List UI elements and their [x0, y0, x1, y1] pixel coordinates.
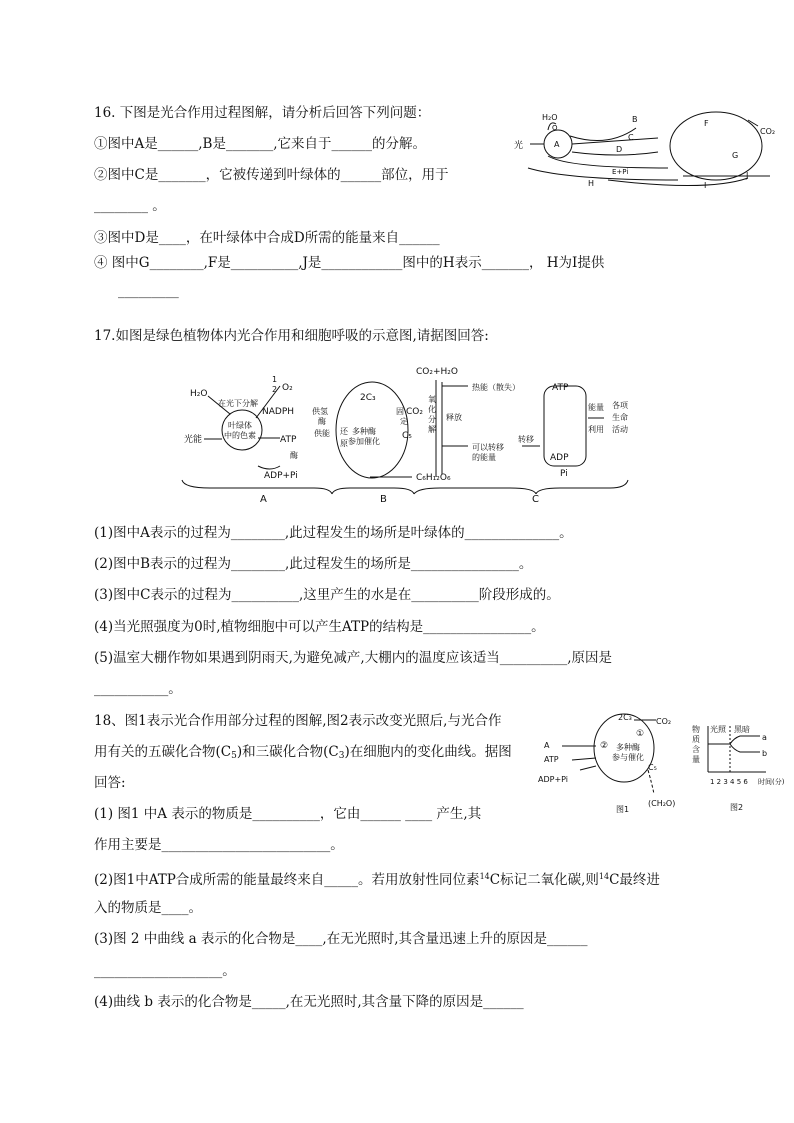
- q16-diagram-i: I: [704, 181, 707, 190]
- q16-diagram-a: A: [554, 140, 560, 149]
- q18-sup-2: 14: [598, 872, 610, 881]
- q18-fig1-co2: CO₂: [656, 717, 672, 726]
- q18-line-6c: C最终进: [609, 872, 660, 888]
- q16-diagram-e: E+Pi: [612, 168, 629, 176]
- q17-energy-2: 利用: [588, 425, 604, 434]
- q18-figure-1: [538, 708, 690, 816]
- q17-multi-1: 多种酶: [352, 427, 376, 436]
- q16-photosynthesis-diagram: [508, 108, 790, 192]
- q17-oxid-3: 分: [428, 415, 436, 424]
- q18-line-6a: (2)图1中ATP合成所需的能量最终来自_____。若用放射性同位素: [94, 872, 480, 888]
- q17-glucose: C₆H₁₂O₆: [416, 473, 451, 483]
- q17-pigment-2: 中的色素: [224, 431, 256, 440]
- q18-sub-2: 3: [338, 751, 345, 761]
- q17-adp: ADP+Pi: [264, 471, 298, 481]
- q18-figure-2: [690, 722, 790, 816]
- q18-line-6: [94, 868, 660, 889]
- q16-title: 16. 下图是光合作用过程图解，请分析后回答下列问题：: [94, 105, 431, 121]
- q17-two: 2: [272, 385, 278, 394]
- q17-release: 释放: [446, 413, 462, 422]
- q18-fig1-ch2o: (CH₂O): [648, 799, 676, 808]
- q17-enzyme: 酶: [290, 451, 298, 460]
- q16-diagram-d: D: [616, 145, 623, 154]
- q17-oxid-1: 氧: [428, 395, 436, 404]
- q17-transfer-1: 可以转移: [472, 443, 504, 452]
- q18-fig2-dark: 黑暗: [734, 725, 750, 734]
- q18-fig1-m2: 参与催化: [612, 753, 644, 762]
- q17-fix-1: 固: [396, 407, 404, 416]
- q18-fig2-curve-a: [708, 736, 760, 744]
- q18-fig1-n1: ①: [636, 729, 645, 739]
- q18-fig1-adp: ADP+Pi: [538, 775, 569, 784]
- q16-diagram-h: H: [588, 179, 595, 188]
- q17-adp-2: ADP: [550, 453, 569, 463]
- q17-transfer: 转移: [518, 435, 534, 444]
- q16-diagram-f: F: [704, 119, 709, 128]
- q17-life-2: 生命: [612, 413, 628, 422]
- q18-fig2-label-b: b: [762, 749, 768, 758]
- q17-atp: ATP: [280, 435, 297, 445]
- q17-fix-2: 定: [400, 417, 408, 426]
- q18-fig2-curve-b: [708, 744, 760, 752]
- q18-line-9: ___________________。: [94, 963, 236, 979]
- q17-split: 在光下分解: [218, 399, 258, 408]
- q17-hydrogen-1: 供氢: [312, 407, 328, 416]
- q16-diagram-c: C: [628, 133, 634, 142]
- q18-fig2-label-a: a: [762, 733, 767, 742]
- q16-diagram-j: J: [746, 171, 749, 180]
- q17-c3: 2C₃: [360, 393, 376, 403]
- q16-line-6: _________: [118, 283, 179, 299]
- q18-line-2c: )在细胞内的变化曲线。据图: [344, 744, 512, 760]
- q17-part-2: (2)图中B表示的过程为________,此过程发生的场所是________________。: [94, 556, 533, 572]
- q18-line-2: [94, 743, 512, 765]
- q16-line-4: ③图中D是____，在叶绿体中合成D所需的能量来自______: [94, 230, 440, 246]
- q18-line-2b: )和三碳化合物(C: [236, 744, 339, 760]
- q17-co2h2o: CO₂+H₂O: [416, 367, 458, 377]
- q17-oxid-2: 化: [428, 405, 436, 414]
- q16-diagram-g: G: [732, 151, 739, 160]
- q17-life-3: 活动: [612, 425, 628, 434]
- q17-label-c: C: [532, 494, 539, 505]
- q18-fig1-atp: ATP: [544, 755, 559, 764]
- q18-line-10: (4)曲线 b 表示的化合物是_____,在无光照时,其含量下降的原因是______: [94, 994, 524, 1010]
- q17-part-5: (5)温室大棚作物如果遇到阴雨天,为避免减产,大棚内的温度应该适当__________,原因是: [94, 650, 612, 666]
- q18-fig2-ylabel-2: 质: [692, 735, 700, 744]
- q17-transfer-2: 的能量: [472, 453, 496, 462]
- q18-fig2-light: 光照: [710, 725, 726, 734]
- q18-fig1-c3: 2C₃: [618, 713, 632, 722]
- q18-fig2-caption: 图2: [730, 803, 744, 812]
- q18-line-2a: 用有关的五碳化合物(C: [94, 744, 232, 760]
- q16-line-1: ①图中A是______,B是_______,它来自于______的分解。: [94, 136, 427, 152]
- q17-reduce-2: 原: [340, 439, 348, 448]
- q18-line-3: 回答:: [94, 775, 126, 791]
- q18-line-8: (3)图 2 中曲线 a 表示的化合物是____,在无光照时,其含量迅速上升的原因是______: [94, 931, 588, 947]
- q18-sup-1: 14: [479, 872, 490, 881]
- q18-fig2-ylabel-1: 物: [692, 725, 700, 734]
- q17-life-1: 各项: [612, 401, 628, 410]
- q17-o2: O₂: [282, 383, 293, 393]
- q17-heat: 热能（散失）: [472, 383, 520, 392]
- q17-diagram: [180, 362, 630, 508]
- q16-line-5: ④ 图中G________,F是__________,J是____________图中的H表示_______， H为I提供: [94, 255, 605, 271]
- q16-diagram-h2o: H₂O: [542, 113, 558, 122]
- q18-fig2-ylabel-3: 含: [692, 745, 700, 754]
- q17-oxid-4: 解: [428, 425, 436, 434]
- q17-co2: CO₂: [406, 407, 423, 417]
- q18-fig1-c5: C₅: [648, 763, 657, 772]
- q18-line-5: 作用主要是_________________________。: [94, 837, 344, 853]
- q17-label-b: B: [380, 494, 387, 505]
- q18-line-7: 入的物质是____。: [94, 900, 202, 916]
- q18-line-6b: C标记二氧化碳,则: [489, 872, 599, 888]
- q18-fig1-caption: 图1: [616, 805, 630, 814]
- q17-part-1: (1)图中A表示的过程为________,此过程发生的场所是叶绿体的______________。: [94, 525, 573, 541]
- q17-pigment-1: 叶绿体: [228, 421, 252, 430]
- q17-part-3: (3)图中C表示的过程为__________,这里产生的水是在__________阶段形成的。: [94, 587, 560, 603]
- q17-part-4: (4)当光照强度为0时,植物细胞中可以产生ATP的结构是________________。: [94, 619, 545, 635]
- q18-fig2-xlabel: 时间(分): [758, 778, 785, 786]
- q17-energy-1: 能量: [588, 403, 604, 412]
- q18-line-1: 18、图1表示光合作用部分过程的图解,图2表示改变光照后,与光合作: [94, 713, 502, 729]
- q18-fig1-n2: ②: [600, 741, 609, 751]
- q17-hydrogen-3: 供能: [314, 429, 330, 438]
- q17-atp-2: ATP: [552, 383, 569, 393]
- q17-reduce-1: 还: [340, 427, 348, 436]
- q16-diagram-co2: CO₂: [760, 127, 776, 136]
- q18-fig2-ticks: 1 2 3 4 5 6: [710, 778, 748, 786]
- q17-light-energy: 光能: [184, 435, 203, 445]
- q17-label-a: A: [260, 494, 267, 505]
- q18-sub-1: 5: [231, 751, 237, 761]
- q17-nadph: NADPH: [262, 407, 295, 417]
- q17-hydrogen-2: 酶: [318, 417, 326, 426]
- q16-diagram-b: B: [632, 115, 638, 124]
- q16-line-2: ②图中C是_______，它被传递到叶绿体的______部位，用于: [94, 167, 449, 183]
- q16-line-3: ________ 。: [94, 198, 166, 214]
- q18-line-4: (1) 图1 中A 表示的物质是__________，它由______ ____ 产生,其: [94, 806, 482, 822]
- q17-c5: C₅: [402, 431, 412, 441]
- q16-diagram-o: O: [552, 124, 558, 132]
- q18-fig1-m1: 多种酶: [616, 743, 640, 752]
- q18-fig2-ylabel-4: 量: [692, 755, 700, 764]
- q17-pi-2: Pi: [560, 469, 568, 479]
- q17-multi-2: 参加催化: [348, 437, 380, 446]
- q17-title: 17.如图是绿色植物体内光合作用和细胞呼吸的示意图,请据图回答:: [94, 328, 489, 344]
- q18-fig1-a: A: [544, 741, 550, 750]
- q17-half: 1: [272, 375, 278, 384]
- q17-part-6: ___________。: [94, 681, 182, 697]
- q16-diagram-light: 光: [514, 141, 524, 151]
- q17-h2o: H₂O: [190, 389, 208, 399]
